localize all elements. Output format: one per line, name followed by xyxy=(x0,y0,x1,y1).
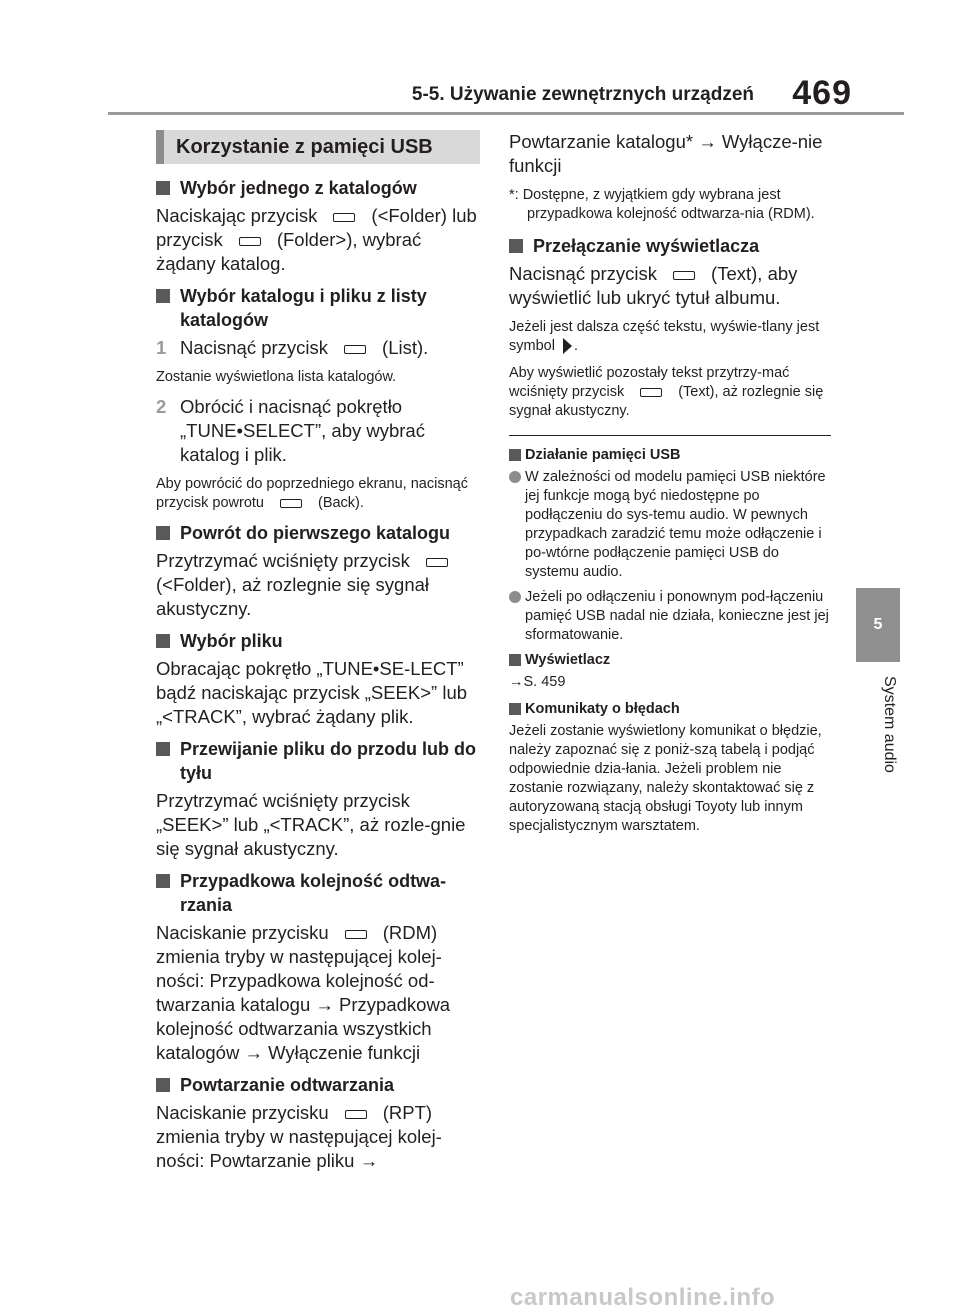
square-bullet-icon xyxy=(156,874,170,888)
list-item: W zależności od modelu pamięci USB niektóre jej funkcje mogą być niedostępne po podłączeniu do sys-temu audio. W pewnych przypadkach zaradzić temu może odłączenie i po-wtórne podłączenie pamięci USB do systemu audio. xyxy=(509,468,831,582)
button-icon xyxy=(345,1110,367,1119)
heading-seek: Przewijanie pliku do przodu lub do tyłu xyxy=(156,737,480,785)
subheading-errors: Komunikaty o błędach xyxy=(509,700,831,719)
square-bullet-icon xyxy=(509,239,523,253)
heading-first-folder: Powrót do pierwszego katalogu xyxy=(156,521,480,545)
paragraph: Naciskanie przycisku (RPT) zmienia tryby w następującej kolej-ności: Powtarzanie pliku → xyxy=(156,1102,442,1171)
button-icon xyxy=(345,930,367,939)
subheading-usb: Działanie pamięci USB xyxy=(509,446,831,465)
button-icon xyxy=(333,213,355,222)
button-icon xyxy=(426,558,448,567)
paragraph: Naciskając przycisk (<Folder) lub przycisk (Folder>), wybrać żądany katalog. xyxy=(156,205,477,274)
step-2: 2 Obrócić i nacisnąć pokrętło „TUNE•SELECT”, aby wybrać katalog i plik. xyxy=(156,396,425,465)
header-section-title: 5-5. Używanie zewnętrznych urządzeń xyxy=(411,84,754,105)
square-bullet-icon xyxy=(156,742,170,756)
button-icon xyxy=(673,271,695,280)
note: Aby wyświetlić pozostały tekst przytrzy-mać wciśnięty przycisk (Text), aż rozlegnie się sygnał akustyczny. xyxy=(509,365,824,419)
watermark: carmanualsonline.info xyxy=(510,1284,776,1311)
paragraph: Powtarzanie katalogu* → Wyłącze-nie funkcji xyxy=(509,131,823,176)
heading-folder-select: Wybór jednego z katalogów xyxy=(156,176,480,200)
subheading-display: Wyświetlacz xyxy=(509,651,831,670)
page-number: 469 xyxy=(792,74,852,112)
square-bullet-icon xyxy=(156,634,170,648)
heading-list-select: Wybór katalogu i pliku z listy katalogów xyxy=(156,284,480,332)
button-icon xyxy=(344,345,366,354)
square-bullet-icon xyxy=(509,654,521,666)
page-reference-link[interactable]: →S. 459 xyxy=(509,674,566,690)
divider xyxy=(509,435,831,436)
button-icon xyxy=(239,237,261,246)
square-bullet-icon xyxy=(156,289,170,303)
button-icon xyxy=(280,499,302,508)
chapter-label: System audio xyxy=(881,676,898,773)
circle-bullet-icon xyxy=(509,471,521,483)
section-title: Korzystanie z pamięci USB xyxy=(156,130,480,164)
note: Zostanie wyświetlona lista katalogów. xyxy=(156,369,397,385)
footnote: *: Dostępne, z wyjątkiem gdy wybrana jest przypadkowa kolejność odtwarza-nia (RDM). xyxy=(509,187,815,222)
paragraph: Przytrzymać wciśnięty przycisk „SEEK>” lub „<TRACK”, aż rozle-gnie się sygnał akustyczny. xyxy=(156,790,466,859)
heading-repeat: Powtarzanie odtwarzania xyxy=(156,1073,480,1097)
note: Aby powrócić do poprzedniego ekranu, nacisnąć przycisk powrotu (Back). xyxy=(156,476,468,511)
heading-random: Przypadkowa kolejność odtwa-rzania xyxy=(156,869,480,917)
square-bullet-icon xyxy=(509,449,521,461)
heading-display-switch: Przełączanie wyświetlacza xyxy=(509,234,831,258)
paragraph: Przytrzymać wciśnięty przycisk(<Folder), aż rozlegnie się sygnał akustyczny. xyxy=(156,549,480,621)
paragraph: Jeżeli zostanie wyświetlony komunikat o błędzie, należy zapoznać się z poniż-szą tabelą i podjąć odpowiednie dzia-łania. Jeżeli problem nie zostanie rozwiązany, należy skontaktować się z autoryzowaną stacją obsługi Toyoty lub innym specjalistycznym warsztatem. xyxy=(509,723,822,834)
square-bullet-icon xyxy=(156,181,170,195)
step-1: 1 Nacisnąć przycisk (List). xyxy=(156,337,429,358)
circle-bullet-icon xyxy=(509,591,521,603)
left-column xyxy=(156,130,480,1181)
square-bullet-icon xyxy=(509,703,521,715)
square-bullet-icon xyxy=(156,1078,170,1092)
button-icon xyxy=(640,388,662,397)
chapter-tab[interactable]: 5 xyxy=(856,588,900,662)
paragraph: Naciskanie przycisku (RDM) zmienia tryby w następującej kolej-ności: Przypadkowa kolejność od-twarzania katalogu → Przypadkowa kolejność odtwarzania wszystkich katalogów → Wyłączenie funkcji xyxy=(156,922,451,1063)
paragraph: Obracając pokrętło „TUNE•SE-LECT” bądź naciskając przycisk „SEEK>” lub „<TRACK”, wybrać żądany plik. xyxy=(156,658,468,727)
note: Jeżeli jest dalsza część tekstu, wyświe-tlany jest symbol . xyxy=(509,319,820,354)
heading-file-select: Wybór pliku xyxy=(156,629,480,653)
header-rule xyxy=(108,112,904,115)
list-item: Jeżeli po odłączeniu i ponownym pod-łączeniu pamięć USB nadal nie działa, konieczne jest jej sformatowanie. xyxy=(509,588,831,645)
paragraph: Nacisnąć przycisk (Text), aby wyświetlić lub ukryć tytuł albumu. xyxy=(509,263,798,308)
square-bullet-icon xyxy=(156,526,170,540)
play-symbol-icon xyxy=(563,338,572,354)
right-column xyxy=(509,130,831,844)
